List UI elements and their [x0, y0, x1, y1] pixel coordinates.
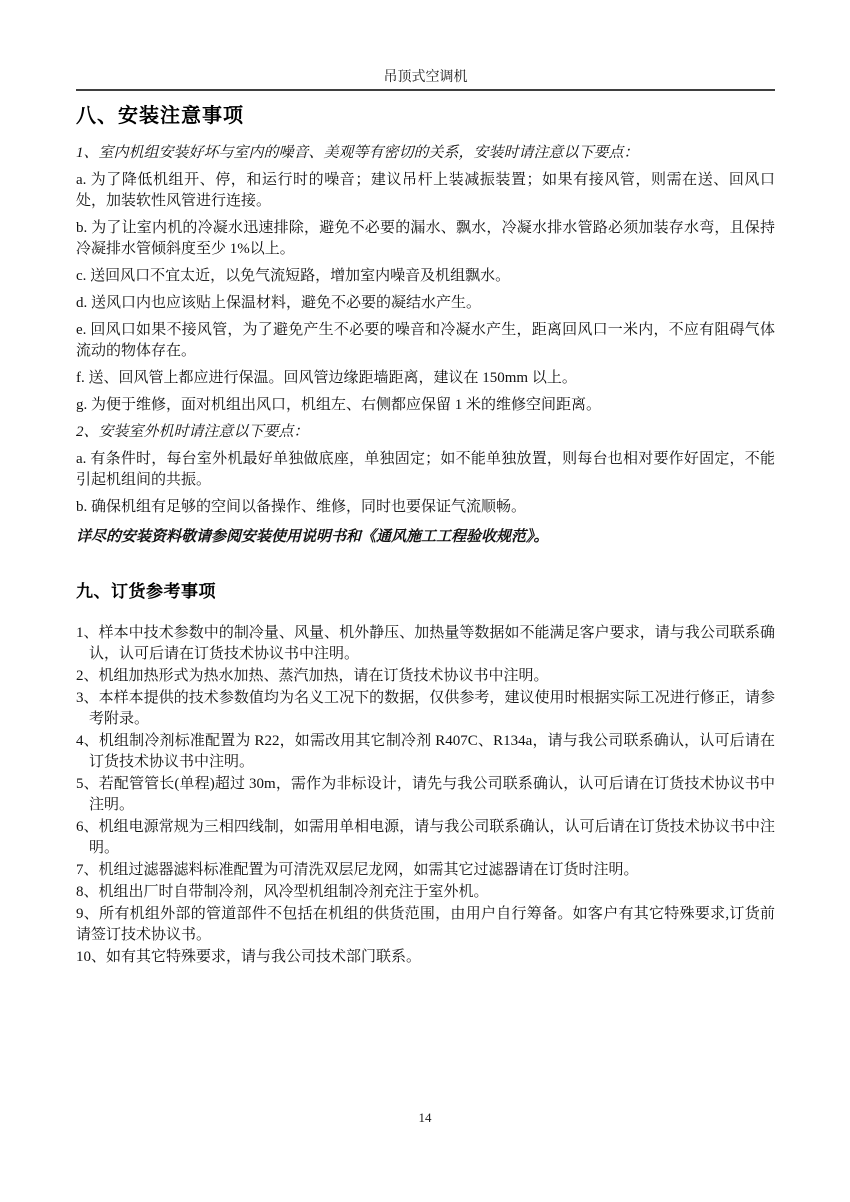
section-8-point-d: d. 送风口内也应该贴上保温材料，避免不必要的凝结水产生。 — [76, 295, 482, 311]
list-item-6: 6、机组电源常规为三相四线制，如需用单相电源，请与我公司联系确认，认可后请在订货技术协议书中注明。 — [76, 819, 775, 856]
running-header — [76, 0, 775, 91]
section-8-point-f: f. 送、回风管上都应进行保温。回风管边缘距墙距离，建议在 150mm 以上。 — [76, 370, 577, 386]
section-8-outdoor-point-b: b. 确保机组有足够的空间以备操作、维修，同时也要保证气流顺畅。 — [76, 499, 527, 515]
section-8-heading: 八、安装注意事项 — [76, 105, 244, 127]
page-content — [76, 0, 775, 969]
page-number: 14 — [418, 1110, 432, 1125]
list-item-10: 10、如有其它特殊要求，请与我公司技术部门联系。 — [76, 949, 422, 965]
document-title: 吊顶式空调机 — [383, 70, 468, 85]
ordering-notes-list — [76, 623, 775, 968]
section-8-point-e: e. 回风口如果不接风管，为了避免产生不必要的噪音和冷凝水产生，距离回风口一米内，不应有阻碍气体流动的物体存在。 — [76, 322, 775, 359]
list-item-7: 7、机组过滤器滤料标准配置为可清洗双层尼龙网，如需其它过滤器请在订货时注明。 — [76, 862, 639, 878]
section-8-point-c: c. 送回风口不宜太近，以免气流短路，增加室内噪音及机组飘水。 — [76, 268, 511, 284]
section-8-point-g: g. 为便于维修，面对机组出风口，机组左、右侧都应保留 1 米的维修空间距离。 — [76, 397, 602, 413]
list-item-9: 9、所有机组外部的管道部件不包括在机组的供货范围，由用户自行筹备。如客户有其它特殊要求,订货前请签订技术协议书。 — [76, 906, 775, 943]
section-9-heading: 九、订货参考事项 — [76, 582, 216, 601]
section-8-intro-2: 2、安装室外机时请注意以下要点： — [76, 424, 309, 440]
section-8-outdoor-point-a: a. 有条件时，每台室外机最好单独做底座，单独固定；如不能单独放置，则每台也相对要作好固定，不能引起机组间的共振。 — [76, 451, 775, 488]
list-item-1: 1、样本中技术参数中的制冷量、风量、机外静压、加热量等数据如不能满足客户要求，请与我公司联系确认，认可后请在订货技术协议书中注明。 — [76, 625, 775, 662]
list-item-4: 4、机组制冷剂标准配置为 R22，如需改用其它制冷剂 R407C、R134a，请与我公司联系确认，认可后请在订货技术协议书中注明。 — [76, 733, 775, 770]
list-item-2: 2、机组加热形式为热水加热、蒸汽加热，请在订货技术协议书中注明。 — [76, 668, 549, 684]
section-8-point-b: b. 为了让室内机的冷凝水迅速排除，避免不必要的漏水、飘水，冷凝水排水管路必须加装存水弯，且保持冷凝排水管倾斜度至少 1%以上。 — [76, 220, 775, 257]
list-item-8: 8、机组出厂时自带制冷剂，风冷型机组制冷剂充注于室外机。 — [76, 884, 489, 900]
section-8-intro-1: 1、室内机组安装好坏与室内的噪音、美观等有密切的关系，安装时请注意以下要点： — [76, 145, 639, 161]
list-item-5: 5、若配管管长(单程)超过 30m，需作为非标设计，请先与我公司联系确认，认可后请在订货技术协议书中注明。 — [76, 776, 775, 813]
list-item-3: 3、本样本提供的技术参数值均为名义工况下的数据，仅供参考，建议使用时根据实际工况进行修正，请参考附录。 — [76, 690, 775, 727]
section-8-reference-note: 详尽的安装资料敬请参阅安装使用说明书和《通风施工工程验收规范》。 — [76, 529, 549, 545]
section-8-point-a: a. 为了降低机组开、停，和运行时的噪音；建议吊杆上装减振装置；如果有接风管，则需在送、回风口处，加装软性风管进行连接。 — [76, 172, 775, 209]
